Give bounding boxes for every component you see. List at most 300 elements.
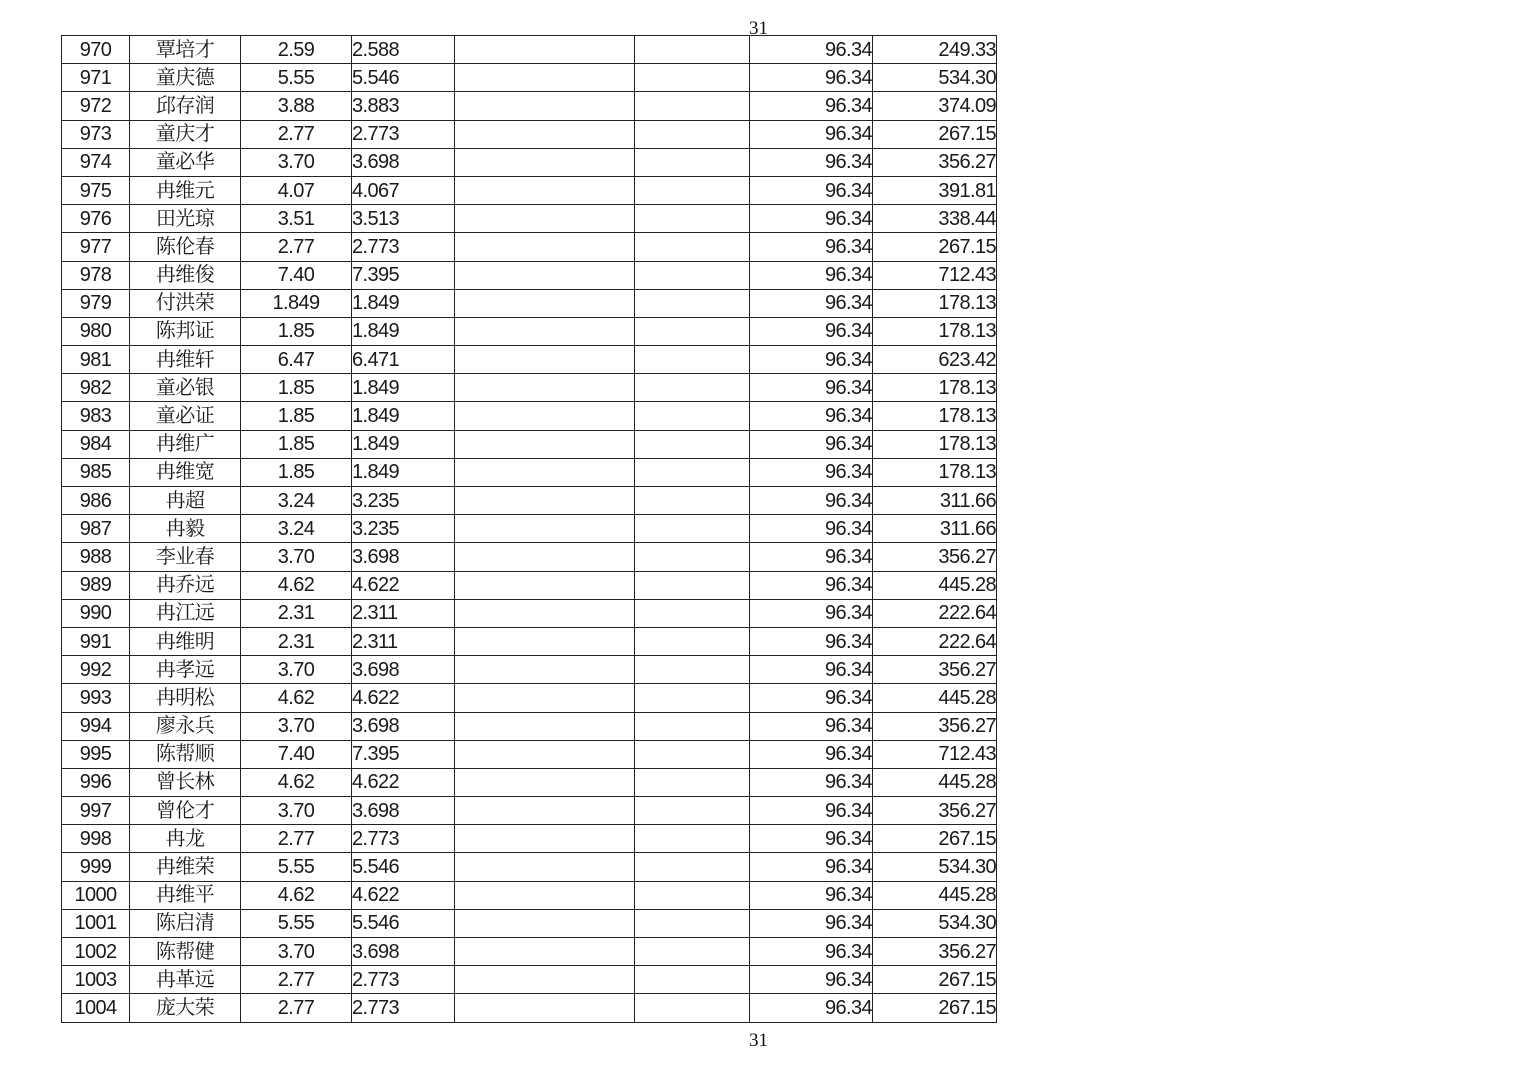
owner-name-cell: 童必银 <box>130 374 241 402</box>
owner-name-cell: 李业春 <box>130 543 241 571</box>
owner-name-cell: 陈伦春 <box>130 233 241 261</box>
area-exact-cell: 1.849 <box>352 430 455 458</box>
table-row <box>62 627 997 655</box>
area-exact-cell: 4.622 <box>352 571 455 599</box>
amount-cell: 267.15 <box>873 233 997 261</box>
unit-price-cell: 96.34 <box>750 571 873 599</box>
row-number-cell: 1004 <box>62 994 130 1022</box>
table-row <box>62 36 997 64</box>
amount-cell: 712.43 <box>873 261 997 289</box>
page-number-top: 31 <box>749 18 768 39</box>
table-row <box>62 712 997 740</box>
row-number-cell: 1000 <box>62 881 130 909</box>
row-number-cell: 998 <box>62 825 130 853</box>
row-number-cell: 986 <box>62 487 130 515</box>
blank-cell <box>455 853 635 881</box>
table-row <box>62 430 997 458</box>
unit-price-cell: 96.34 <box>750 92 873 120</box>
blank-cell <box>635 205 750 233</box>
blank-cell <box>635 740 750 768</box>
area-cell: 1.85 <box>241 458 352 486</box>
unit-price-cell: 96.34 <box>750 599 873 627</box>
table-row <box>62 797 997 825</box>
unit-price-cell: 96.34 <box>750 487 873 515</box>
ledger-body <box>62 36 997 1023</box>
area-exact-cell: 3.698 <box>352 712 455 740</box>
table-row <box>62 571 997 599</box>
amount-cell: 356.27 <box>873 712 997 740</box>
blank-cell <box>635 627 750 655</box>
unit-price-cell: 96.34 <box>750 458 873 486</box>
table-row <box>62 909 997 937</box>
owner-name-cell: 冉维元 <box>130 176 241 204</box>
row-number-cell: 981 <box>62 346 130 374</box>
blank-cell <box>635 233 750 261</box>
amount-cell: 178.13 <box>873 458 997 486</box>
area-exact-cell: 4.622 <box>352 881 455 909</box>
table-row <box>62 740 997 768</box>
area-cell: 3.70 <box>241 712 352 740</box>
amount-cell: 356.27 <box>873 938 997 966</box>
owner-name-cell: 冉乔远 <box>130 571 241 599</box>
table-row <box>62 966 997 994</box>
row-number-cell: 996 <box>62 768 130 796</box>
row-number-cell: 982 <box>62 374 130 402</box>
amount-cell: 267.15 <box>873 966 997 994</box>
area-exact-cell: 2.773 <box>352 120 455 148</box>
amount-cell: 445.28 <box>873 571 997 599</box>
row-number-cell: 993 <box>62 684 130 712</box>
row-number-cell: 988 <box>62 543 130 571</box>
blank-cell <box>635 909 750 937</box>
blank-cell <box>635 684 750 712</box>
blank-cell <box>635 853 750 881</box>
owner-name-cell: 冉维广 <box>130 430 241 458</box>
unit-price-cell: 96.34 <box>750 797 873 825</box>
table-row <box>62 374 997 402</box>
area-cell: 4.07 <box>241 176 352 204</box>
blank-cell <box>455 515 635 543</box>
row-number-cell: 983 <box>62 402 130 430</box>
unit-price-cell: 96.34 <box>750 120 873 148</box>
row-number-cell: 971 <box>62 64 130 92</box>
blank-cell <box>635 346 750 374</box>
unit-price-cell: 96.34 <box>750 994 873 1022</box>
blank-cell <box>635 515 750 543</box>
owner-name-cell: 付洪荣 <box>130 289 241 317</box>
owner-name-cell: 覃培才 <box>130 36 241 64</box>
blank-cell <box>455 346 635 374</box>
blank-cell <box>455 317 635 345</box>
amount-cell: 222.64 <box>873 627 997 655</box>
owner-name-cell: 庞大荣 <box>130 994 241 1022</box>
area-exact-cell: 3.698 <box>352 656 455 684</box>
owner-name-cell: 冉超 <box>130 487 241 515</box>
owner-name-cell: 曾伦才 <box>130 797 241 825</box>
row-number-cell: 985 <box>62 458 130 486</box>
blank-cell <box>455 458 635 486</box>
blank-cell <box>635 64 750 92</box>
area-cell: 2.59 <box>241 36 352 64</box>
amount-cell: 445.28 <box>873 684 997 712</box>
blank-cell <box>635 120 750 148</box>
area-exact-cell: 4.622 <box>352 768 455 796</box>
area-exact-cell: 3.698 <box>352 148 455 176</box>
area-exact-cell: 1.849 <box>352 289 455 317</box>
row-number-cell: 973 <box>62 120 130 148</box>
amount-cell: 178.13 <box>873 430 997 458</box>
ledger-table <box>61 35 997 1023</box>
area-exact-cell: 1.849 <box>352 458 455 486</box>
area-exact-cell: 3.235 <box>352 515 455 543</box>
row-number-cell: 980 <box>62 317 130 345</box>
blank-cell <box>635 938 750 966</box>
amount-cell: 178.13 <box>873 374 997 402</box>
unit-price-cell: 96.34 <box>750 881 873 909</box>
area-exact-cell: 2.588 <box>352 36 455 64</box>
blank-cell <box>635 289 750 317</box>
owner-name-cell: 童必华 <box>130 148 241 176</box>
blank-cell <box>455 543 635 571</box>
amount-cell: 374.09 <box>873 92 997 120</box>
area-cell: 2.77 <box>241 825 352 853</box>
page-number-bottom: 31 <box>749 1030 768 1051</box>
area-exact-cell: 3.698 <box>352 543 455 571</box>
area-cell: 2.77 <box>241 966 352 994</box>
blank-cell <box>455 120 635 148</box>
blank-cell <box>455 148 635 176</box>
area-cell: 5.55 <box>241 64 352 92</box>
unit-price-cell: 96.34 <box>750 938 873 966</box>
area-cell: 3.51 <box>241 205 352 233</box>
area-exact-cell: 7.395 <box>352 261 455 289</box>
unit-price-cell: 96.34 <box>750 176 873 204</box>
amount-cell: 267.15 <box>873 994 997 1022</box>
blank-cell <box>635 825 750 853</box>
area-cell: 7.40 <box>241 261 352 289</box>
area-cell: 1.85 <box>241 374 352 402</box>
blank-cell <box>455 36 635 64</box>
blank-cell <box>455 656 635 684</box>
row-number-cell: 994 <box>62 712 130 740</box>
area-cell: 2.77 <box>241 994 352 1022</box>
owner-name-cell: 廖永兵 <box>130 712 241 740</box>
table-row <box>62 515 997 543</box>
blank-cell <box>635 176 750 204</box>
owner-name-cell: 童庆德 <box>130 64 241 92</box>
row-number-cell: 972 <box>62 92 130 120</box>
table-row <box>62 261 997 289</box>
unit-price-cell: 96.34 <box>750 430 873 458</box>
unit-price-cell: 96.34 <box>750 740 873 768</box>
blank-cell <box>455 430 635 458</box>
owner-name-cell: 冉龙 <box>130 825 241 853</box>
area-cell: 6.47 <box>241 346 352 374</box>
table-row <box>62 487 997 515</box>
area-cell: 1.849 <box>241 289 352 317</box>
table-row <box>62 853 997 881</box>
table-row <box>62 233 997 261</box>
area-exact-cell: 5.546 <box>352 64 455 92</box>
blank-cell <box>455 938 635 966</box>
blank-cell <box>455 599 635 627</box>
area-exact-cell: 3.513 <box>352 205 455 233</box>
unit-price-cell: 96.34 <box>750 966 873 994</box>
amount-cell: 338.44 <box>873 205 997 233</box>
area-exact-cell: 2.773 <box>352 233 455 261</box>
owner-name-cell: 陈启清 <box>130 909 241 937</box>
unit-price-cell: 96.34 <box>750 346 873 374</box>
amount-cell: 249.33 <box>873 36 997 64</box>
blank-cell <box>455 571 635 599</box>
blank-cell <box>635 656 750 684</box>
blank-cell <box>635 402 750 430</box>
blank-cell <box>455 712 635 740</box>
blank-cell <box>635 543 750 571</box>
amount-cell: 311.66 <box>873 487 997 515</box>
area-exact-cell: 2.311 <box>352 599 455 627</box>
owner-name-cell: 冉革远 <box>130 966 241 994</box>
row-number-cell: 974 <box>62 148 130 176</box>
owner-name-cell: 陈帮健 <box>130 938 241 966</box>
blank-cell <box>455 740 635 768</box>
unit-price-cell: 96.34 <box>750 317 873 345</box>
area-cell: 3.70 <box>241 148 352 176</box>
unit-price-cell: 96.34 <box>750 374 873 402</box>
area-cell: 1.85 <box>241 430 352 458</box>
amount-cell: 534.30 <box>873 853 997 881</box>
table-row <box>62 994 997 1022</box>
unit-price-cell: 96.34 <box>750 402 873 430</box>
unit-price-cell: 96.34 <box>750 684 873 712</box>
blank-cell <box>635 458 750 486</box>
blank-cell <box>635 374 750 402</box>
amount-cell: 356.27 <box>873 148 997 176</box>
row-number-cell: 975 <box>62 176 130 204</box>
blank-cell <box>635 712 750 740</box>
table-row <box>62 120 997 148</box>
blank-cell <box>455 768 635 796</box>
blank-cell <box>455 402 635 430</box>
owner-name-cell: 冉维平 <box>130 881 241 909</box>
unit-price-cell: 96.34 <box>750 712 873 740</box>
owner-name-cell: 冉维明 <box>130 627 241 655</box>
blank-cell <box>455 92 635 120</box>
row-number-cell: 992 <box>62 656 130 684</box>
blank-cell <box>635 571 750 599</box>
area-exact-cell: 3.698 <box>352 797 455 825</box>
row-number-cell: 995 <box>62 740 130 768</box>
table-row <box>62 938 997 966</box>
blank-cell <box>635 148 750 176</box>
owner-name-cell: 陈邦证 <box>130 317 241 345</box>
unit-price-cell: 96.34 <box>750 853 873 881</box>
amount-cell: 445.28 <box>873 881 997 909</box>
row-number-cell: 987 <box>62 515 130 543</box>
owner-name-cell: 冉孝远 <box>130 656 241 684</box>
area-cell: 3.24 <box>241 487 352 515</box>
row-number-cell: 976 <box>62 205 130 233</box>
table-row <box>62 458 997 486</box>
amount-cell: 267.15 <box>873 825 997 853</box>
table-row <box>62 543 997 571</box>
blank-cell <box>455 374 635 402</box>
blank-cell <box>455 205 635 233</box>
table-row <box>62 176 997 204</box>
blank-cell <box>635 317 750 345</box>
unit-price-cell: 96.34 <box>750 289 873 317</box>
area-cell: 4.62 <box>241 768 352 796</box>
row-number-cell: 991 <box>62 627 130 655</box>
row-number-cell: 999 <box>62 853 130 881</box>
row-number-cell: 977 <box>62 233 130 261</box>
blank-cell <box>455 261 635 289</box>
area-cell: 3.88 <box>241 92 352 120</box>
table-row <box>62 684 997 712</box>
amount-cell: 356.27 <box>873 797 997 825</box>
table-row <box>62 599 997 627</box>
table-row <box>62 402 997 430</box>
blank-cell <box>635 430 750 458</box>
amount-cell: 534.30 <box>873 64 997 92</box>
owner-name-cell: 童必证 <box>130 402 241 430</box>
owner-name-cell: 陈帮顺 <box>130 740 241 768</box>
blank-cell <box>635 994 750 1022</box>
amount-cell: 445.28 <box>873 768 997 796</box>
blank-cell <box>455 684 635 712</box>
unit-price-cell: 96.34 <box>750 205 873 233</box>
row-number-cell: 984 <box>62 430 130 458</box>
owner-name-cell: 冉维轩 <box>130 346 241 374</box>
owner-name-cell: 童庆才 <box>130 120 241 148</box>
row-number-cell: 990 <box>62 599 130 627</box>
blank-cell <box>635 261 750 289</box>
amount-cell: 178.13 <box>873 289 997 317</box>
area-exact-cell: 3.235 <box>352 487 455 515</box>
table-row <box>62 317 997 345</box>
table-row <box>62 881 997 909</box>
blank-cell <box>635 881 750 909</box>
area-cell: 5.55 <box>241 909 352 937</box>
unit-price-cell: 96.34 <box>750 768 873 796</box>
area-exact-cell: 1.849 <box>352 374 455 402</box>
blank-cell <box>455 627 635 655</box>
area-cell: 2.77 <box>241 233 352 261</box>
area-cell: 4.62 <box>241 571 352 599</box>
unit-price-cell: 96.34 <box>750 543 873 571</box>
area-cell: 3.70 <box>241 656 352 684</box>
blank-cell <box>635 36 750 64</box>
area-exact-cell: 6.471 <box>352 346 455 374</box>
unit-price-cell: 96.34 <box>750 233 873 261</box>
blank-cell <box>635 92 750 120</box>
blank-cell <box>455 289 635 317</box>
unit-price-cell: 96.34 <box>750 36 873 64</box>
area-cell: 3.70 <box>241 543 352 571</box>
table-row <box>62 656 997 684</box>
unit-price-cell: 96.34 <box>750 64 873 92</box>
blank-cell <box>635 797 750 825</box>
area-exact-cell: 1.849 <box>352 317 455 345</box>
area-cell: 3.70 <box>241 938 352 966</box>
area-exact-cell: 1.849 <box>352 402 455 430</box>
table-row <box>62 346 997 374</box>
amount-cell: 356.27 <box>873 543 997 571</box>
area-exact-cell: 4.067 <box>352 176 455 204</box>
row-number-cell: 970 <box>62 36 130 64</box>
area-cell: 7.40 <box>241 740 352 768</box>
row-number-cell: 997 <box>62 797 130 825</box>
area-exact-cell: 2.311 <box>352 627 455 655</box>
blank-cell <box>455 881 635 909</box>
area-exact-cell: 2.773 <box>352 966 455 994</box>
amount-cell: 712.43 <box>873 740 997 768</box>
row-number-cell: 978 <box>62 261 130 289</box>
blank-cell <box>455 487 635 515</box>
area-cell: 4.62 <box>241 684 352 712</box>
area-cell: 1.85 <box>241 317 352 345</box>
area-cell: 3.70 <box>241 797 352 825</box>
row-number-cell: 1003 <box>62 966 130 994</box>
owner-name-cell: 冉维宽 <box>130 458 241 486</box>
owner-name-cell: 冉维荣 <box>130 853 241 881</box>
amount-cell: 178.13 <box>873 317 997 345</box>
table-row <box>62 825 997 853</box>
blank-cell <box>635 768 750 796</box>
blank-cell <box>455 797 635 825</box>
area-exact-cell: 4.622 <box>352 684 455 712</box>
area-cell: 2.31 <box>241 599 352 627</box>
row-number-cell: 1001 <box>62 909 130 937</box>
blank-cell <box>455 176 635 204</box>
amount-cell: 311.66 <box>873 515 997 543</box>
area-exact-cell: 3.698 <box>352 938 455 966</box>
blank-cell <box>455 994 635 1022</box>
blank-cell <box>455 825 635 853</box>
unit-price-cell: 96.34 <box>750 515 873 543</box>
area-cell: 2.31 <box>241 627 352 655</box>
area-exact-cell: 3.883 <box>352 92 455 120</box>
table-row <box>62 768 997 796</box>
area-cell: 3.24 <box>241 515 352 543</box>
row-number-cell: 979 <box>62 289 130 317</box>
unit-price-cell: 96.34 <box>750 627 873 655</box>
area-exact-cell: 2.773 <box>352 825 455 853</box>
area-cell: 4.62 <box>241 881 352 909</box>
amount-cell: 222.64 <box>873 599 997 627</box>
blank-cell <box>455 64 635 92</box>
owner-name-cell: 冉明松 <box>130 684 241 712</box>
unit-price-cell: 96.34 <box>750 148 873 176</box>
amount-cell: 623.42 <box>873 346 997 374</box>
table-row <box>62 205 997 233</box>
area-exact-cell: 7.395 <box>352 740 455 768</box>
blank-cell <box>455 966 635 994</box>
blank-cell <box>455 233 635 261</box>
amount-cell: 391.81 <box>873 176 997 204</box>
unit-price-cell: 96.34 <box>750 909 873 937</box>
blank-cell <box>455 909 635 937</box>
table-row <box>62 148 997 176</box>
owner-name-cell: 冉江远 <box>130 599 241 627</box>
blank-cell <box>635 966 750 994</box>
amount-cell: 356.27 <box>873 656 997 684</box>
amount-cell: 267.15 <box>873 120 997 148</box>
unit-price-cell: 96.34 <box>750 656 873 684</box>
owner-name-cell: 曾长林 <box>130 768 241 796</box>
table-row <box>62 289 997 317</box>
owner-name-cell: 冉毅 <box>130 515 241 543</box>
